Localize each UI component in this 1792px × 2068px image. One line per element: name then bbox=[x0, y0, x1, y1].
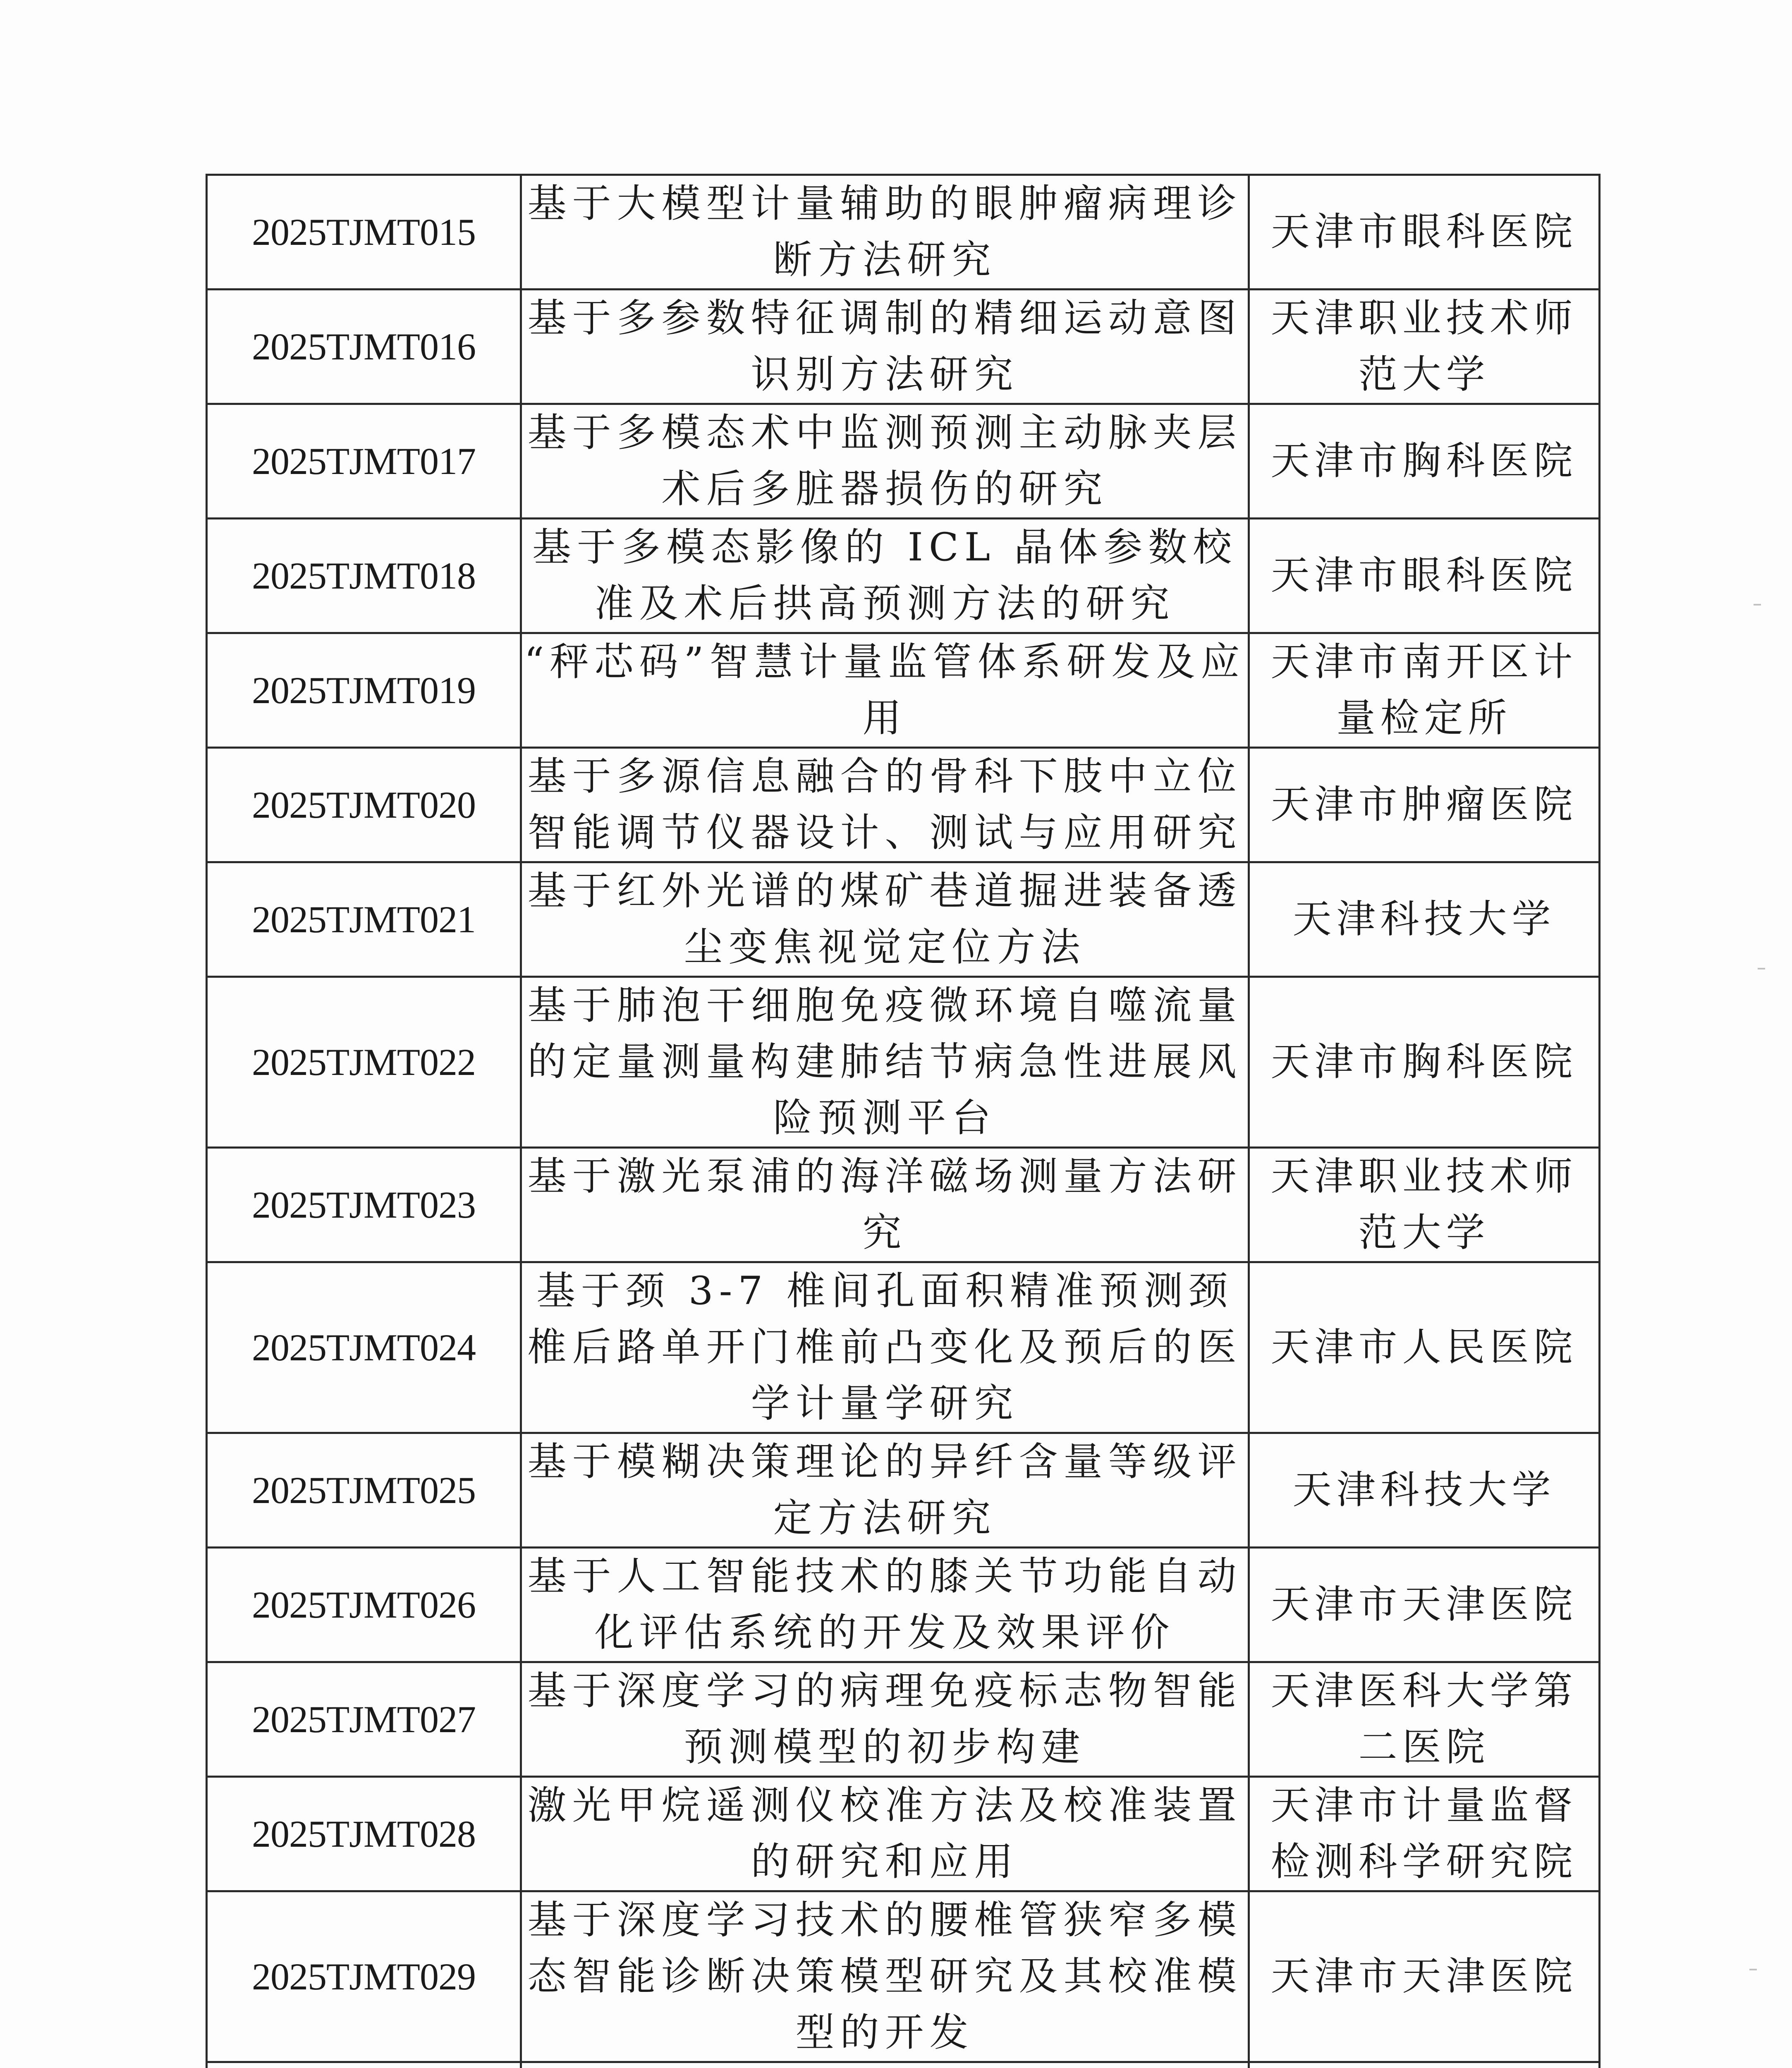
project-title: 基于多参数特征调制的精细运动意图识别方法研究 bbox=[521, 290, 1249, 404]
project-id: 2025TJMT020 bbox=[207, 748, 521, 862]
project-id: 2025TJMT023 bbox=[207, 1148, 521, 1262]
table-row bbox=[207, 2062, 1600, 2068]
project-id: 2025TJMT027 bbox=[207, 1662, 521, 1777]
table-row bbox=[207, 1262, 1600, 1433]
scan-mark bbox=[1758, 968, 1765, 969]
project-organization: 天津市眼科医院 bbox=[1249, 519, 1600, 633]
project-organization: 天津市肿瘤医院 bbox=[1249, 748, 1600, 862]
project-table bbox=[206, 174, 1601, 2068]
project-title: 基于多模态术中监测预测主动脉夹层术后多脏器损伤的研究 bbox=[521, 404, 1249, 519]
project-organization: 天津职业技术师范大学 bbox=[1249, 1148, 1600, 1262]
project-id: 2025TJMT016 bbox=[207, 290, 521, 404]
table-row bbox=[207, 1433, 1600, 1548]
table-row bbox=[207, 519, 1600, 633]
project-id: 2025TJMT028 bbox=[207, 1777, 521, 1891]
project-organization: 天津科技大学 bbox=[1249, 1433, 1600, 1548]
project-title: 基于多源信息融合的骨科下肢中立位智能调节仪器设计、测试与应用研究 bbox=[521, 748, 1249, 862]
project-id: 2025TJMT026 bbox=[207, 1548, 521, 1662]
table-row bbox=[207, 404, 1600, 519]
project-title: 基于人工智能技术的膝关节功能自动化评估系统的开发及效果评价 bbox=[521, 1548, 1249, 1662]
table-row bbox=[207, 290, 1600, 404]
project-title bbox=[521, 2062, 1249, 2068]
project-id: 2025TJMT022 bbox=[207, 977, 521, 1148]
project-title: 基于激光泵浦的海洋磁场测量方法研究 bbox=[521, 1148, 1249, 1262]
table-row bbox=[207, 1777, 1600, 1891]
project-organization: 天津市胸科医院 bbox=[1249, 404, 1600, 519]
project-id bbox=[207, 2062, 521, 2068]
project-organization: 天津市胸科医院 bbox=[1249, 977, 1600, 1148]
project-title: 基于模糊决策理论的异纤含量等级评定方法研究 bbox=[521, 1433, 1249, 1548]
project-title: 激光甲烷遥测仪校准方法及校准装置的研究和应用 bbox=[521, 1777, 1249, 1891]
project-title: 基于深度学习的病理免疫标志物智能预测模型的初步构建 bbox=[521, 1662, 1249, 1777]
table-row bbox=[207, 748, 1600, 862]
project-organization: 天津市人民医院 bbox=[1249, 1262, 1600, 1433]
scan-mark bbox=[1754, 604, 1761, 606]
project-title: 基于肺泡干细胞免疫微环境自噬流量的定量测量构建肺结节病急性进展风险预测平台 bbox=[521, 977, 1249, 1148]
project-organization bbox=[1249, 2062, 1600, 2068]
project-id: 2025TJMT019 bbox=[207, 633, 521, 748]
project-organization: 天津市天津医院 bbox=[1249, 1891, 1600, 2062]
project-organization: 天津市南开区计量检定所 bbox=[1249, 633, 1600, 748]
table-row bbox=[207, 1148, 1600, 1262]
project-id: 2025TJMT017 bbox=[207, 404, 521, 519]
table-row bbox=[207, 633, 1600, 748]
project-id: 2025TJMT029 bbox=[207, 1891, 521, 2062]
project-organization: 天津市天津医院 bbox=[1249, 1548, 1600, 1662]
project-title: 基于颈 3-7 椎间孔面积精准预测颈椎后路单开门椎前凸变化及预后的医学计量学研究 bbox=[521, 1262, 1249, 1433]
table-row bbox=[207, 1548, 1600, 1662]
project-id: 2025TJMT021 bbox=[207, 862, 521, 977]
project-id: 2025TJMT024 bbox=[207, 1262, 521, 1433]
table-row bbox=[207, 175, 1600, 290]
project-id: 2025TJMT015 bbox=[207, 175, 521, 290]
table-row bbox=[207, 862, 1600, 977]
table-row bbox=[207, 977, 1600, 1148]
project-title: 基于深度学习技术的腰椎管狭窄多模态智能诊断决策模型研究及其校准模型的开发 bbox=[521, 1891, 1249, 2062]
project-organization: 天津市计量监督检测科学研究院 bbox=[1249, 1777, 1600, 1891]
project-id: 2025TJMT018 bbox=[207, 519, 521, 633]
project-organization: 天津科技大学 bbox=[1249, 862, 1600, 977]
scan-mark bbox=[1749, 1969, 1757, 1970]
project-organization: 天津医科大学第二医院 bbox=[1249, 1662, 1600, 1777]
project-title: 基于红外光谱的煤矿巷道掘进装备透尘变焦视觉定位方法 bbox=[521, 862, 1249, 977]
project-title: 基于大模型计量辅助的眼肿瘤病理诊断方法研究 bbox=[521, 175, 1249, 290]
project-id: 2025TJMT025 bbox=[207, 1433, 521, 1548]
project-title: 基于多模态影像的 ICL 晶体参数校准及术后拱高预测方法的研究 bbox=[521, 519, 1249, 633]
table-row bbox=[207, 1662, 1600, 1777]
project-organization: 天津职业技术师范大学 bbox=[1249, 290, 1600, 404]
table-row bbox=[207, 1891, 1600, 2062]
project-title: “秤芯码”智慧计量监管体系研发及应用 bbox=[521, 633, 1249, 748]
project-organization: 天津市眼科医院 bbox=[1249, 175, 1600, 290]
